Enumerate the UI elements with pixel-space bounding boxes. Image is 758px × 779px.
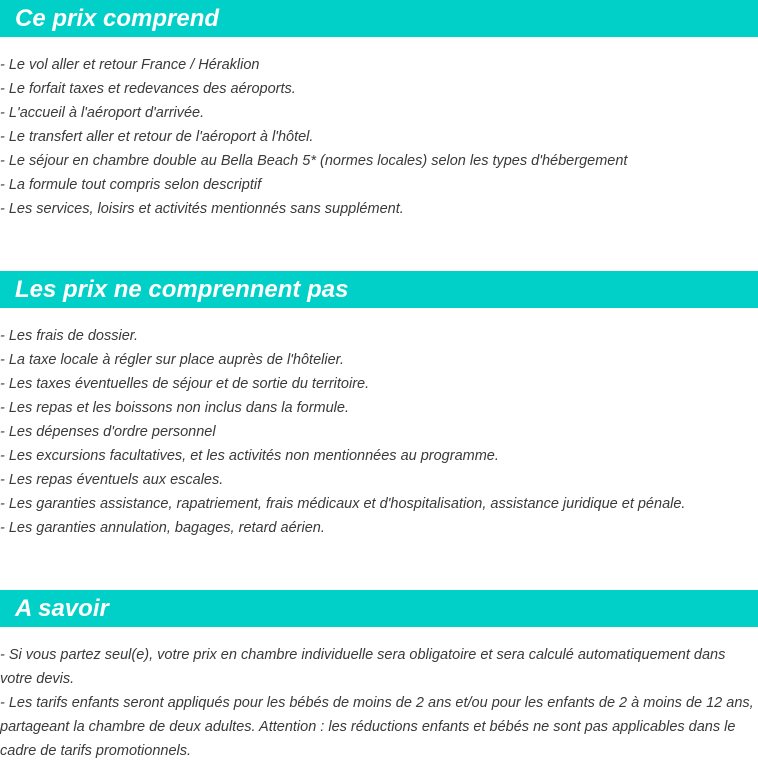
section-header-to-know <box>0 590 758 627</box>
not-included-list <box>0 324 758 540</box>
list-item: - Les taxes éventuelles de séjour et de sortie du territoire. <box>0 376 370 392</box>
list-item: - L'accueil à l'aéroport d'arrivée. <box>0 105 205 121</box>
list-item: - Le vol aller et retour France / Héraklion <box>0 57 260 73</box>
list-item: - Le transfert aller et retour de l'aéroport à l'hôtel. <box>0 129 314 145</box>
included-list <box>0 53 758 221</box>
section-title: A savoir <box>15 595 109 622</box>
note-paragraph: - Si vous partez seul(e), votre prix en chambre individuelle sera obligatoire et sera calculé automatiquement dans votre devis. <box>0 647 726 687</box>
list-item: - Les excursions facultatives, et les activités non mentionnées au programme. <box>0 448 499 464</box>
list-item: - La formule tout compris selon descriptif <box>0 177 262 193</box>
section-header-not-included <box>0 271 758 308</box>
note-paragraph: - Les tarifs enfants seront appliqués pour les bébés de moins de 2 ans et/ou pour les enfants de 2 à moins de 12 ans, partageant la chambre de deux adultes. Attention : les réductions enfants et bébés ne sont pas applicables dans le cadre de tarifs promotionnels. <box>0 695 754 759</box>
list-item: - Le séjour en chambre double au Bella Beach 5* (normes locales) selon les types d'hébergement <box>0 153 628 169</box>
to-know-notes <box>0 643 756 763</box>
list-item: - Le forfait taxes et redevances des aéroports. <box>0 81 296 97</box>
list-item: - Les garanties assistance, rapatriement, frais médicaux et d'hospitalisation, assistance juridique et pénale. <box>0 496 686 512</box>
list-item: - Les frais de dossier. <box>0 328 139 344</box>
list-item: - Les services, loisirs et activités mentionnés sans supplément. <box>0 201 404 217</box>
list-item: - La taxe locale à régler sur place auprès de l'hôtelier. <box>0 352 344 368</box>
section-header-included <box>0 0 758 37</box>
list-item: - Les dépenses d'ordre personnel <box>0 424 216 440</box>
section-title: Les prix ne comprennent pas <box>15 276 349 303</box>
list-item: - Les repas éventuels aux escales. <box>0 472 224 488</box>
list-item: - Les repas et les boissons non inclus dans la formule. <box>0 400 349 416</box>
section-title: Ce prix comprend <box>15 5 220 32</box>
list-item: - Les garanties annulation, bagages, retard aérien. <box>0 520 325 536</box>
